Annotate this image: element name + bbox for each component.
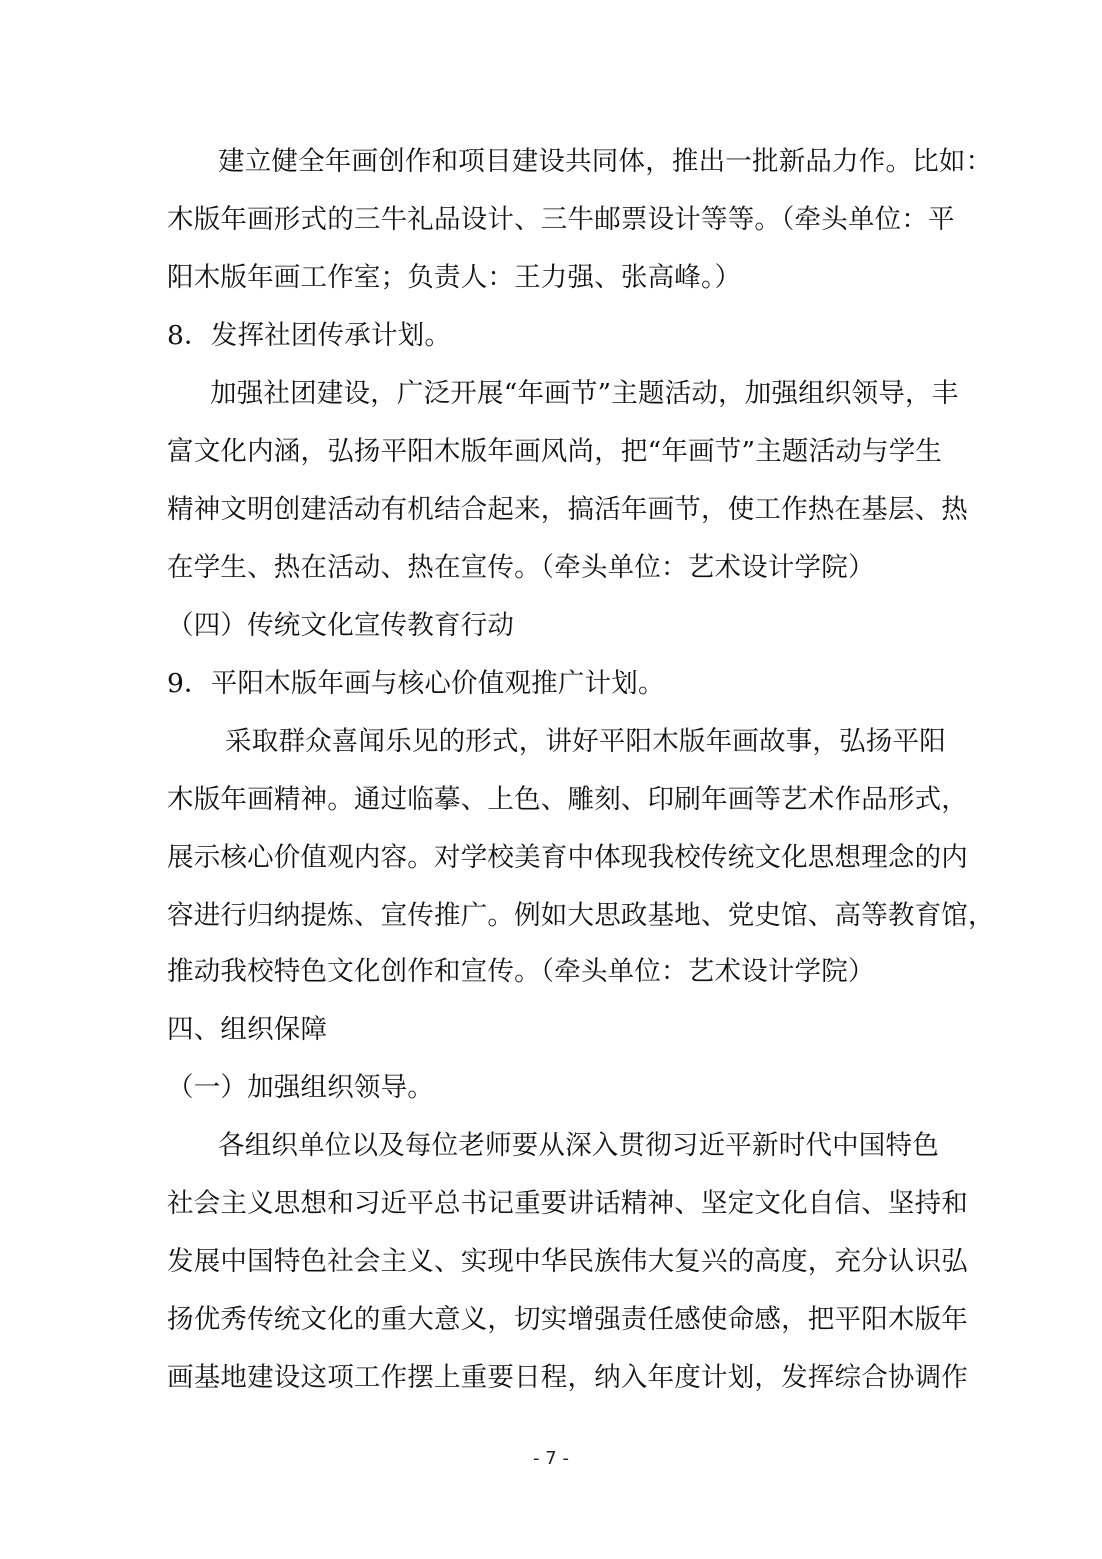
paragraph-line: 容进行归纳提炼、宣传推广。例如大思政基地、党史馆、高等教育馆， xyxy=(167,900,995,931)
paragraph-line: 富文化内涵，弘扬平阳木版年画风尚，把“年画节”主题活动与学生 xyxy=(167,436,943,467)
paragraph-line: 阳木版年画工作室；负责人：王力强、张高峰。） xyxy=(167,262,742,293)
paragraph-line: 在学生、热在活动、热在宣传。（牵头单位：艺术设计学院） xyxy=(167,552,875,583)
section-heading: 9．平阳木版年画与核心价值观推广计划。 xyxy=(167,668,665,699)
paragraph-line: 采取群众喜闻乐见的形式，讲好平阳木版年画故事，弘扬平阳 xyxy=(225,726,946,757)
paragraph-line: 各组织单位以及每位老师要从深入贯彻习近平新时代中国特色 xyxy=(218,1130,939,1161)
section-heading: （一）加强组织领导。 xyxy=(167,1072,434,1103)
paragraph-line: 精神文明创建活动有机结合起来，搞活年画节，使工作热在基层、热 xyxy=(167,494,968,525)
paragraph-line: 加强社团建设，广泛开展“年画节”主题活动，加强组织领导，丰 xyxy=(210,378,959,409)
paragraph-line: 展示核心价值观内容。对学校美育中体现我校传统文化思想理念的内 xyxy=(167,842,968,873)
page-number: - 7 - xyxy=(533,1448,569,1469)
paragraph-line: 发展中国特色社会主义、实现中华民族伟大复兴的高度，充分认识弘 xyxy=(167,1246,968,1277)
section-heading: 四、组织保障 xyxy=(167,1014,328,1045)
section-heading: 8．发挥社团传承计划。 xyxy=(167,320,452,351)
paragraph-line: 推动我校特色文化创作和宣传。（牵头单位：艺术设计学院） xyxy=(167,956,875,987)
section-heading: （四）传统文化宣传教育行动 xyxy=(167,610,515,641)
paragraph-line: 社会主义思想和习近平总书记重要讲话精神、坚定文化自信、坚持和 xyxy=(167,1188,968,1219)
paragraph-line: 建立健全年画创作和项目建设共同体，推出一批新品力作。比如： xyxy=(218,146,993,177)
paragraph-line: 木版年画精神。通过临摹、上色、雕刻、印刷年画等艺术作品形式， xyxy=(167,784,968,815)
paragraph-line: 画基地建设这项工作摆上重要日程，纳入年度计划，发挥综合协调作 xyxy=(167,1362,968,1393)
paragraph-line: 木版年画形式的三牛礼品设计、三牛邮票设计等等。（牵头单位：平 xyxy=(167,204,955,235)
paragraph-line: 扬优秀传统文化的重大意义，切实增强责任感使命感，把平阳木版年 xyxy=(167,1304,968,1335)
